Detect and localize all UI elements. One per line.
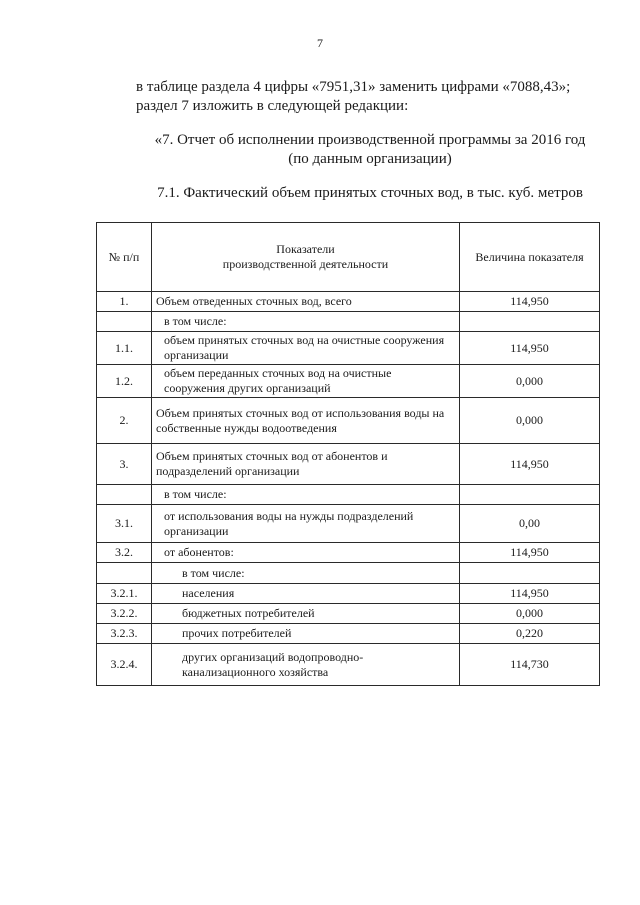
row-value: 0,00	[460, 505, 600, 543]
table-row	[97, 332, 600, 365]
row-label: в том числе:	[152, 485, 460, 505]
header-indicator-line1: Показатели	[276, 242, 335, 256]
table-row	[97, 584, 600, 604]
row-value: 114,950	[460, 292, 600, 312]
row-num: 1.1.	[97, 332, 152, 365]
table-row	[97, 543, 600, 563]
table-row	[97, 444, 600, 485]
row-label: бюджетных потребителей	[152, 604, 460, 624]
row-label: от абонентов:	[152, 543, 460, 563]
header-indicator-line2: производственной деятельности	[222, 257, 389, 271]
table-row	[97, 398, 600, 444]
table-row	[97, 563, 600, 584]
section-subtitle: 7.1. Фактический объем принятых сточных вод, в тыс. куб. метров	[157, 185, 583, 201]
row-label: объем принятых сточных вод на очистные сооружения организации	[152, 332, 460, 365]
row-label: Объем принятых сточных вод от абонентов и подразделений организации	[152, 444, 460, 485]
row-num: 3.	[97, 444, 152, 485]
row-num: 3.2.3.	[97, 624, 152, 644]
row-value: 114,950	[460, 584, 600, 604]
intro-line-1: в таблице раздела 4 цифры «7951,31» заменить цифрами «7088,43»;	[136, 79, 571, 95]
row-label: в том числе:	[152, 312, 460, 332]
row-num	[97, 312, 152, 332]
table-row	[97, 604, 600, 624]
table-row	[97, 312, 600, 332]
row-value: 0,000	[460, 398, 600, 444]
row-num: 3.2.	[97, 543, 152, 563]
row-label: прочих потребителей	[152, 624, 460, 644]
table-row	[97, 624, 600, 644]
row-num: 1.2.	[97, 365, 152, 398]
report-table	[96, 222, 600, 686]
row-value: 114,730	[460, 644, 600, 686]
table-row	[97, 505, 600, 543]
section-title-note: (по данным организации)	[288, 151, 452, 167]
row-label: от использования воды на нужды подразделений организации	[152, 505, 460, 543]
row-num: 1.	[97, 292, 152, 312]
row-label: Объем отведенных сточных вод, всего	[152, 292, 460, 312]
header-num: № п/п	[97, 223, 152, 292]
table-row	[97, 365, 600, 398]
row-num: 3.2.1.	[97, 584, 152, 604]
row-num: 3.2.2.	[97, 604, 152, 624]
row-value	[460, 485, 600, 505]
row-label: объем переданных сточных вод на очистные сооружения других организаций	[152, 365, 460, 398]
row-value: 114,950	[460, 332, 600, 365]
row-label: в том числе:	[152, 563, 460, 584]
row-value	[460, 563, 600, 584]
row-value: 0,220	[460, 624, 600, 644]
intro-line-2: раздел 7 изложить в следующей редакции:	[136, 98, 409, 114]
row-label: Объем принятых сточных вод от использования воды на собственные нужды водоотведения	[152, 398, 460, 444]
row-value: 0,000	[460, 365, 600, 398]
row-num: 2.	[97, 398, 152, 444]
row-value: 114,950	[460, 444, 600, 485]
table-row	[97, 485, 600, 505]
row-label: населения	[152, 584, 460, 604]
table-row	[97, 644, 600, 686]
header-indicator	[152, 223, 460, 292]
row-num	[97, 485, 152, 505]
row-num: 3.1.	[97, 505, 152, 543]
row-value	[460, 312, 600, 332]
page-number: 7	[317, 36, 323, 50]
row-num	[97, 563, 152, 584]
row-num: 3.2.4.	[97, 644, 152, 686]
table-header-row	[97, 223, 600, 292]
row-label: других организаций водопроводно-канализационного хозяйства	[152, 644, 460, 686]
table-row	[97, 292, 600, 312]
header-value: Величина показателя	[460, 223, 600, 292]
section-title: «7. Отчет об исполнении производственной программы за 2016 год	[154, 132, 586, 148]
row-value: 0,000	[460, 604, 600, 624]
row-value: 114,950	[460, 543, 600, 563]
